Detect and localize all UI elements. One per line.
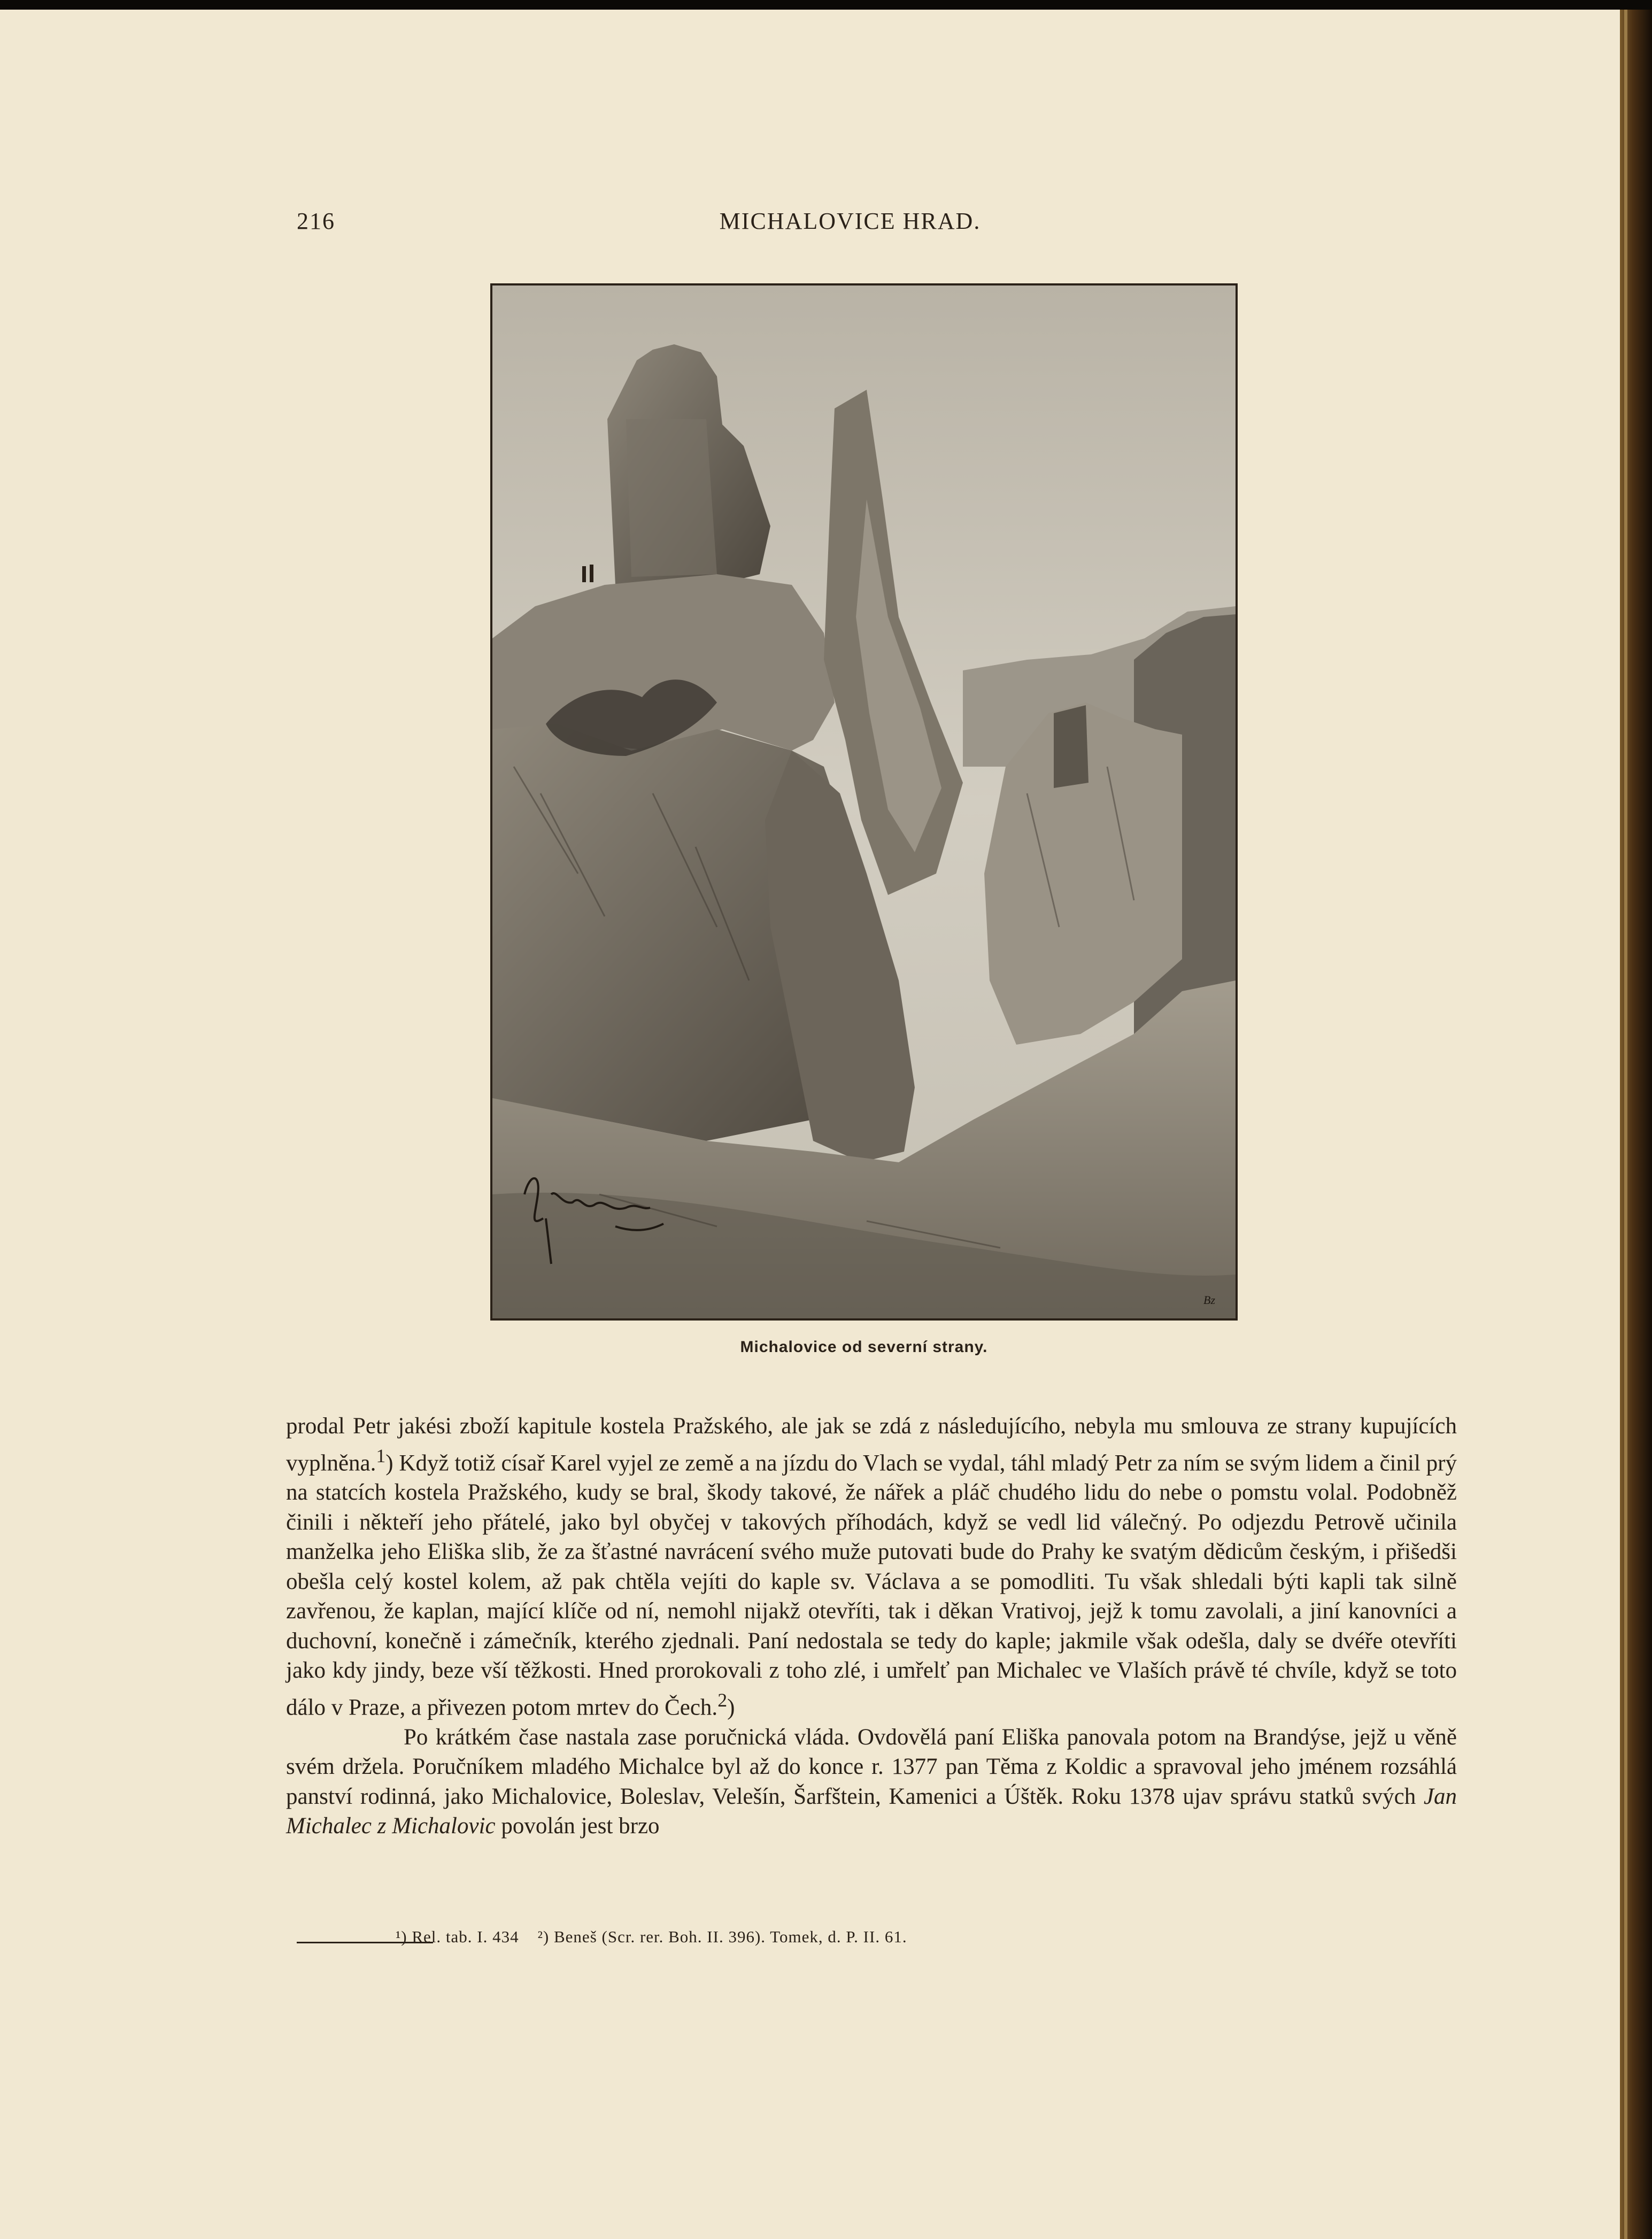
book-spine-edge	[1620, 10, 1652, 2239]
engraver-mark: Bz	[1203, 1293, 1215, 1307]
paragraph-2	[286, 1723, 1457, 1841]
footnote-1: ¹) Rel. tab. I. 434	[396, 1927, 519, 1946]
paragraph-1-mid: ) Když totiž císař Karel vyjel ze země a na jízdu do Vlach se vydal, táhl mladý Petr za ním se svým lidem a činil prý na statcích kostela Pražského, kudy se bral, škody takové, že nářek a pláč chudého lidu do nebe o pomstu volal. Podobněž činili i někteří jeho přátelé, jako byl obyčej v takových příhodách, když se vedl lid válečný. Po odjezdu Petrově učinila manželka jeho Eliška slib, že za šťastné navrácení svého muže putovati bude do Prahy ke svatým dědicům českým, i přišedši obešla celý kostel kolem, až pak chtěla vejíti do kaple sv. Václava a se pomodliti. Tu však shledali býti kapli tak silně zavřenou, že kaplan, mající klíče od ní, nemohl nijakž otevříti, tak i děkan Vrativoj, jejž k tomu zavolali, a jiní kanovníci a duchovní, konečně i zámečník, kterého zjednali. Paní nedostala se tedy do kaple; jakmile však odešla, daly se dvéře otevříti jako kdy jindy, beze vší těžkosti. Hned prorokovali z toho zlé, i umřelť pan Michalec ve Vlaších právě té chvíle, když se toto dálo v Praze, a přivezen potom mrtev do Čech.	[286, 1450, 1457, 1720]
paragraph-1	[286, 1411, 1457, 1723]
illustration-caption: Michalovice od severní strany.	[740, 1338, 988, 1356]
footnote-ref-2: 2	[717, 1689, 728, 1711]
footnotes	[396, 1927, 1144, 1947]
running-head: MICHALOVICE HRAD.	[719, 208, 981, 234]
page-number: 216	[297, 208, 335, 234]
castle-ruin-illustration	[490, 283, 1238, 1321]
paragraph-2-end: povolán jest brzo	[501, 1813, 660, 1839]
footnote-2: ²) Beneš (Scr. rer. Boh. II. 396). Tomek, d. P. II. 61.	[537, 1927, 907, 1946]
body-text	[286, 1411, 1457, 1841]
paragraph-2-italic-name: Jan Michalec z Michalovic	[286, 1784, 1457, 1839]
footnote-ref-1: 1	[376, 1445, 386, 1466]
ruin-engraving-image	[492, 285, 1236, 1318]
paragraph-2-start: Po krátkém čase nastala zase poručnická vláda. Ovdovělá paní Eliška panovala potom na Brandýse, jejž u věně svém držela. Poručníkem mladého Michalce byl až do konce r. 1377 pan Těma z Koldic a spravoval jeho jménem rozsáhlá panství rodinná, jako Michalovice, Boleslav, Velešín, Šarfštein, Kamenici a Úštěk. Roku 1378 ujav správu statků svých	[286, 1724, 1457, 1809]
paragraph-1-end: )	[727, 1695, 735, 1720]
paragraph-1-start: prodal Petr jakési zboží kapitule kostela Pražského, ale jak se zdá z následujícího, nebyla mu smlouva ze strany kupujících vyplněna.	[286, 1414, 1457, 1476]
